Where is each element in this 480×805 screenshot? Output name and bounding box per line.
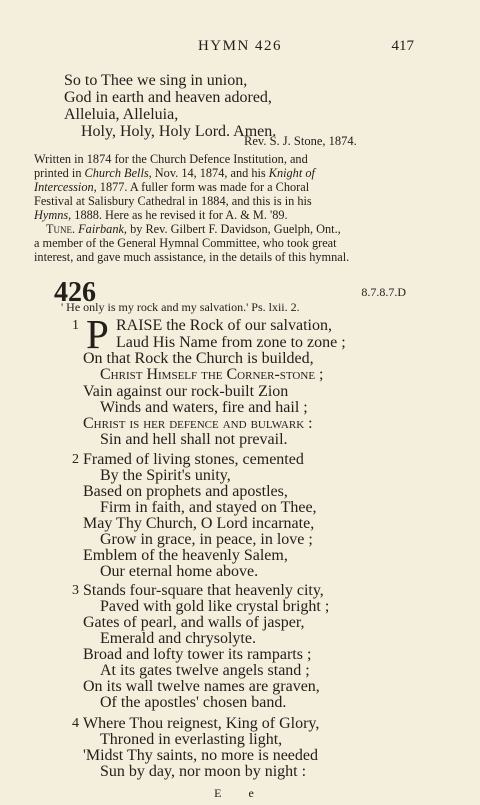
drop-cap: P xyxy=(86,311,109,357)
verse-3-line-1: Stands four-square that heavenly city, xyxy=(83,582,324,599)
verse-1-line-3: On that Rock the Church is builded, xyxy=(83,350,314,367)
verse-3-line-7: On its wall twelve names are graven, xyxy=(83,678,320,695)
note-line-4: Festival at Salisbury Cathedral in 1884, and this is in his xyxy=(34,194,312,208)
prev-line-3: Alleluia, Alleluia, xyxy=(64,106,179,123)
note-line-1: Written in 1874 for the Church Defence Institution, and xyxy=(34,152,308,166)
verse-4-line-3: 'Midst Thy saints, no more is needed xyxy=(83,747,319,764)
hymn-epigraph: ' He only is my rock and my salvation.' Ps. lxii. 2. xyxy=(61,300,300,314)
note-line-3: Intercession, 1877. A fuller form was made for a Choral xyxy=(34,180,310,194)
prev-line-4: Holy, Holy, Holy Lord. Amen. xyxy=(81,123,277,140)
verse-number-2: 2 xyxy=(72,452,79,467)
note-line-2: printed in Church Bells, Nov. 14, 1874, and his Knight of xyxy=(34,166,315,180)
prev-line-1: So to Thee we sing in union, xyxy=(64,72,248,89)
hymn-meter: 8.7.8.7.D xyxy=(361,285,406,299)
verse-number-1: 1 xyxy=(72,318,79,333)
note-line-6: Tune. Fairbank, by Rev. Gilbert F. Davidson, Guelph, Ont., xyxy=(46,222,341,236)
running-header: HYMN 426 xyxy=(197,38,283,54)
verse-1-line-4: Christ Himself the Corner-stone ; xyxy=(100,366,324,383)
note-line-8: interest, and gave much assistance, in the details of this hymnal. xyxy=(34,250,350,264)
verse-4-line-1: Where Thou reignest, King of Glory, xyxy=(83,715,320,732)
verse-2-line-5: May Thy Church, O Lord incarnate, xyxy=(83,515,315,532)
verse-1-line-6: Winds and waters, fire and hail ; xyxy=(100,399,308,416)
hymn-number: 426 xyxy=(54,277,96,308)
verse-4-line-2: Throned in everlasting light, xyxy=(100,731,283,748)
verse-1-line-5: Vain against our rock-built Zion xyxy=(83,383,289,400)
verse-2-line-3: Based on prophets and apostles, xyxy=(83,483,288,500)
verse-3-line-3: Gates of pearl, and walls of jasper, xyxy=(83,614,305,631)
verse-1-line-8: Sin and hell shall not prevail. xyxy=(100,431,288,448)
page-number: 417 xyxy=(391,38,414,54)
signature-mark: E e xyxy=(214,786,266,800)
verse-2-line-8: Our eternal home above. xyxy=(100,563,259,580)
verse-2-line-4: Firm in faith, and stayed on Thee, xyxy=(100,499,317,516)
verse-1-line-1: RAISE the Rock of our salvation, xyxy=(116,317,332,334)
prev-line-2: God in earth and heaven adored, xyxy=(64,89,272,106)
note-line-7: a member of the General Hymnal Committee, who took great xyxy=(34,236,337,250)
verse-3-line-2: Paved with gold like crystal bright ; xyxy=(100,598,330,615)
verse-2-line-2: By the Spirit's unity, xyxy=(100,467,231,484)
verse-1-line-7: Christ is her defence and bulwark : xyxy=(83,415,313,432)
verse-1-line-2: Laud His Name from zone to zone ; xyxy=(116,334,346,351)
verse-3-line-6: At its gates twelve angels stand ; xyxy=(100,662,310,679)
note-line-5: Hymns, 1888. Here as he revised it for A. & M. '89. xyxy=(34,208,288,222)
verse-3-line-5: Broad and lofty tower its ramparts ; xyxy=(83,646,312,663)
verse-3-line-4: Emerald and chrysolyte. xyxy=(100,630,256,647)
verse-number-4: 4 xyxy=(72,716,79,731)
verse-2-line-6: Grow in grace, in peace, in love ; xyxy=(100,531,313,548)
verse-4-line-4: Sun by day, nor moon by night : xyxy=(100,763,307,780)
verse-2-line-7: Emblem of the heavenly Salem, xyxy=(83,547,288,564)
verse-2-line-1: Framed of living stones, cemented xyxy=(83,451,304,468)
verse-3-line-8: Of the apostles' chosen band. xyxy=(100,694,287,711)
verse-number-3: 3 xyxy=(72,583,79,598)
prev-attribution: Rev. S. J. Stone, 1874. xyxy=(244,134,357,148)
